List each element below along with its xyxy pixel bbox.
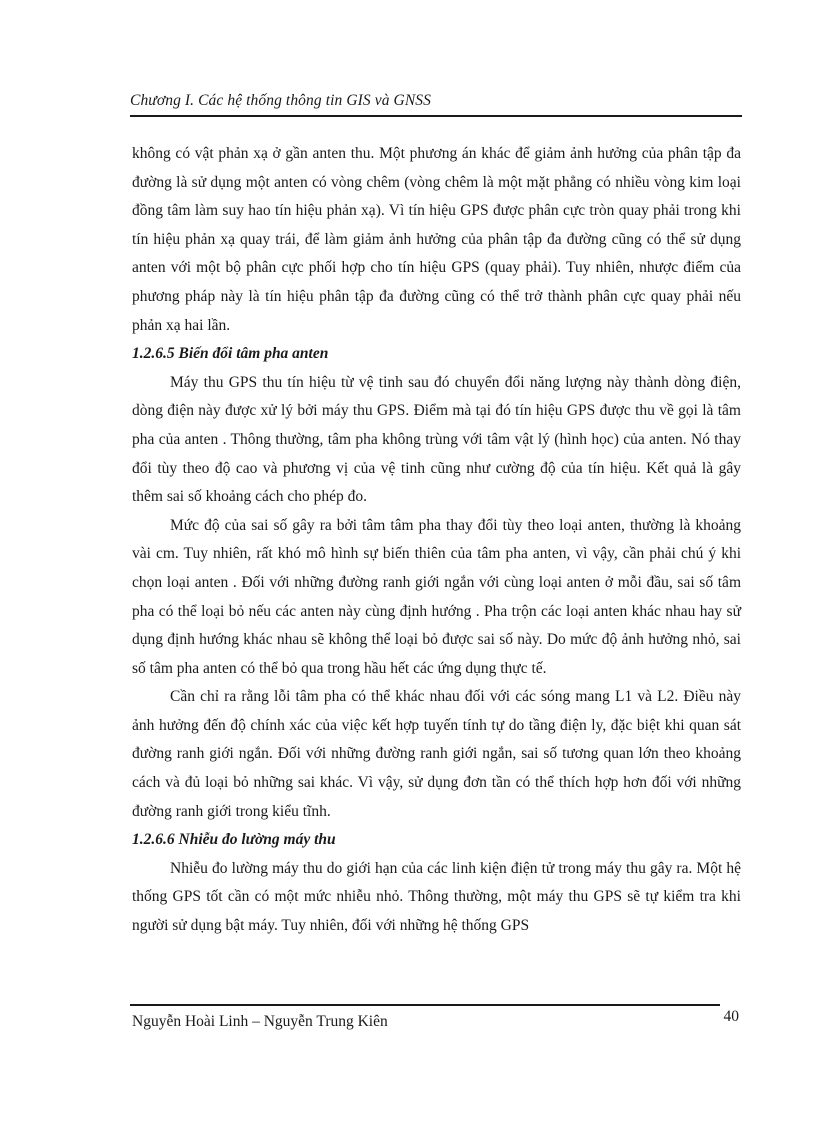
paragraph-intro: không có vật phản xạ ở gần anten thu. Một phương án khác để giảm ảnh hưởng của phân tập đa đường là sử dụng một anten có vòng chêm (vòng chêm là một mặt phẳng có nhiều vòng kim loại đồng tâm làm suy hao tín hiệu phản xạ). Vì tín hiệu GPS được phân cực tròn quay phải trong khi tín hiệu phản xạ quay trái, để làm giảm ảnh hưởng của phân tập đa đường cũng có thể sử dụng anten với một bộ phân cực phối hợp cho tín hiệu GPS (quay phải). Tuy nhiên, nhược điểm của phương pháp này là tín hiệu phân tập đa đường cũng có thể trở thành phân cực quay phải nếu phản xạ hai lần. xyxy=(132,145,741,334)
footer-authors: Nguyễn Hoài Linh – Nguyễn Trung Kiên xyxy=(132,1013,388,1030)
footer-rule xyxy=(130,1004,720,1006)
paragraph-1: Máy thu GPS thu tín hiệu từ vệ tinh sau đó chuyển đổi năng lượng này thành dòng điện, dòng điện này được xử lý bởi máy thu GPS. Điểm mà tại đó tín hiệu GPS được thu về gọi là tâm pha của anten . Thông thường, tâm pha không trùng với tâm vật lý (hình học) của anten. Nó thay đổi tùy theo độ cao và phương vị của vệ tinh cũng như cường độ của tín hiệu. Kết quả là gây thêm sai số khoảng cách cho phép đo. xyxy=(132,373,741,506)
running-header: Chương I. Các hệ thống thông tin GIS và GNSS xyxy=(130,92,431,109)
paragraph-3: Cần chỉ ra rằng lỗi tâm pha có thể khác nhau đối với các sóng mang L1 và L2. Điều này ảnh hưởng đến độ chính xác của việc kết hợp tuyến tính tự do tầng điện ly, đặc biệt khi quan sát đường ranh giới ngắn. Đối với những đường ranh giới ngắn, sai số tương quan lớn theo khoảng cách và đủ loại bỏ những sai khác. Vì vậy, sử dụng đơn tần có thể thích hợp hơn đối với những đường ranh giới trong kiểu tĩnh. xyxy=(132,688,741,820)
section-heading-1-2-6-6: 1.2.6.6 Nhiễu đo lường máy thu xyxy=(132,831,336,849)
paragraph-2: Mức độ của sai số gây ra bởi tâm tâm pha thay đổi tùy theo loại anten, thường là khoảng vài cm. Tuy nhiên, rất khó mô hình sự biến thiên của tâm pha anten, vì vậy, cần phải chú ý khi chọn loại anten . Đối với những đường ranh giới ngắn với cùng loại anten ở mỗi đầu, sai số tâm pha có thể loại bỏ nếu các anten này cùng định hướng . Pha trộn các loại anten khác nhau hay sử dụng định hướng khác nhau sẽ không thể loại bỏ được sai số này. Do mức độ ảnh hưởng nhỏ, sai số tâm pha anten có thể bỏ qua trong hầu hết các ứng dụng thực tế. xyxy=(132,516,741,677)
page-number: 40 xyxy=(723,1008,739,1025)
paragraph-4: Nhiễu đo lường máy thu do giới hạn của các linh kiện điện tử trong máy thu gây ra. Một hệ thống GPS tốt cần có một mức nhiễu nhỏ. Thông thường, một máy thu GPS sẽ tự kiểm tra khi người sử dụng bật máy. Tuy nhiên, đối với những hệ thống GPS xyxy=(132,859,741,935)
body-text xyxy=(132,140,741,941)
section-heading-1-2-6-5: 1.2.6.5 Biến đổi tâm pha anten xyxy=(132,345,329,363)
header-rule xyxy=(130,115,742,117)
